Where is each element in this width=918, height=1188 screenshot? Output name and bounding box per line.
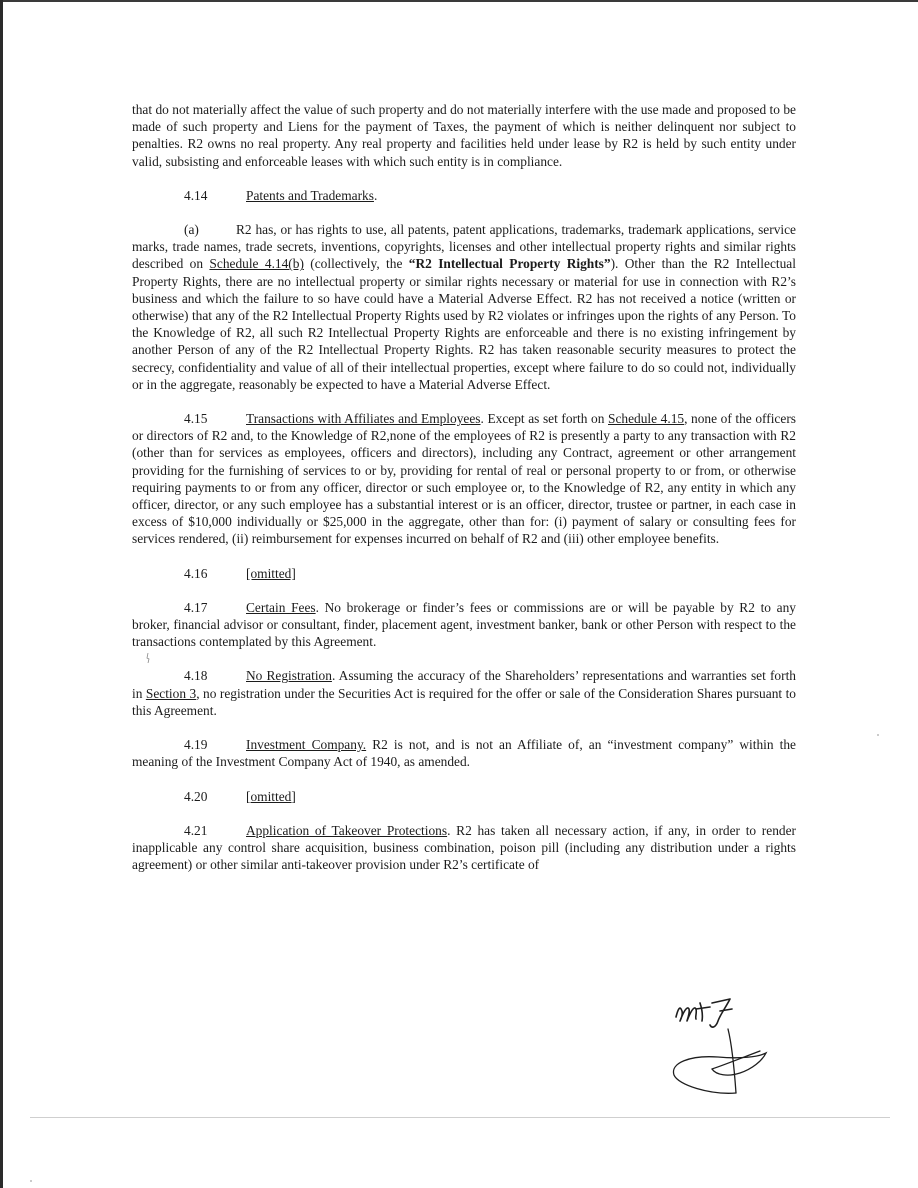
section-4-17-paragraph (132, 599, 796, 651)
stray-pen-mark (145, 653, 151, 663)
section-title: Investment Company. (246, 737, 367, 753)
scan-speck (30, 1180, 32, 1182)
scan-edge-top (0, 0, 918, 2)
section-4-15-paragraph (132, 410, 796, 548)
handwritten-initials (676, 999, 732, 1027)
section-title: Patents and Trademarks (246, 187, 374, 203)
section-number: 4.21 (184, 822, 208, 838)
paragraph-text: . Assuming the accuracy of the Shareholders’ representations and warranties set forth in (132, 668, 796, 701)
handwritten-signature (640, 995, 790, 1105)
section-4-18-paragraph (132, 667, 796, 719)
paragraph-text: , none of the officers or directors of R2 and, to the Knowledge of R2,none of the employees of R2 is presently a party to any transaction with R2 (other than for services as employees, officers and directors), including any Contract, agreement or other arrangement providing for the furnishing of services to or by, providing for rental of real or personal property to or from, or otherwise requiring payments to or from any officer, director or such employee or, to the Knowledge of R2, any entity in which any officer, director, or any such employee has a substantial interest or is an officer, director, trustee or partner, in each case in excess of $10,000 individually or $25,000 in the aggregate, other than for: (i) payment of salary or consulting fees for services rendered, (ii) reimbursement for expenses incurred on behalf of R2 and (iii) other employee benefits. (132, 411, 796, 547)
paragraph-text: (collectively, the (303, 256, 409, 272)
paragraph-text: . Except as set forth on (480, 411, 608, 427)
signature-flourish (673, 1029, 766, 1093)
continuation-paragraph: that do not materially affect the value of such property and do not materially interfere with the use made and proposed to be made of such property and Liens for the payment of Taxes, the payment of which is neither delinquent nor subject to penalties. R2 owns no real property. Any real property and facilities held under lease by R2 is held by such entity under valid, subsisting and enforceable leases with which such entity is in compliance. (132, 102, 796, 169)
subsection-label: (a) (184, 222, 199, 238)
section-4-16-heading (132, 565, 796, 582)
scan-line-bottom (30, 1117, 890, 1118)
defined-term: “R2 Intellectual Property Rights” (408, 256, 611, 272)
scan-edge-left (0, 0, 3, 1188)
section-number: 4.14 (184, 187, 208, 203)
paragraph-text: R2 has, or has rights to use, all patents, patent applications, trademarks, trademark applications, service marks, trade names, trade secrets, inventions, copyrights, licenses and other intellectual property rights and similar rights described on (132, 222, 796, 272)
section-number: 4.15 (184, 411, 208, 427)
section-reference: Section 3 (145, 685, 197, 701)
section-title: Application of Takeover Protections (246, 822, 448, 838)
paragraph-text: R2 is not, and is not an Affiliate of, an “investment company” within the meaning of the Investment Company Act of 1940, as amended. (132, 737, 796, 770)
scan-speck (877, 734, 879, 736)
section-number: 4.19 (184, 737, 208, 753)
paragraph-text: . No brokerage or finder’s fees or commissions are or will be payable by R2 to any broker, financial advisor or consultant, finder, placement agent, investment banker, bank or other Person with respect to the transactions contemplated by this Agreement. (132, 599, 796, 650)
section-4-14-heading (132, 187, 796, 204)
section-title: [omitted] (246, 565, 296, 581)
paragraph-text: ). Other than the R2 Intellectual Property Rights, there are no intellectual property or similar rights necessary or material for use in connection with R2’s business and which the failure to so have could have a Material Adverse Effect. R2 has not received a notice (written or otherwise) that any of the R2 Intellectual Property Rights used by R2 violates or infringes upon the rights of any Person. To the Knowledge of R2, all such R2 Intellectual Property Rights are enforceable and there is no existing infringement by another Person of any of the R2 Intellectual Property Rights. R2 has taken reasonable security measures to protect the secrecy, confidentiality and value of all of their intellectual properties, except where failure to do so could not, individually or in the aggregate, reasonably be expected to have a Material Adverse Effect. (132, 256, 796, 392)
section-4-20-heading (132, 788, 796, 805)
section-number: 4.16 (184, 565, 208, 581)
section-4-19-paragraph (132, 736, 796, 770)
section-number: 4.17 (184, 599, 208, 615)
section-title: [omitted] (246, 788, 296, 804)
document-page (132, 101, 796, 890)
section-title: Certain Fees (246, 599, 316, 615)
section-title: No Registration (246, 668, 332, 684)
section-4-14-a-paragraph (132, 221, 796, 393)
schedule-reference: Schedule 4.14(b) (209, 256, 304, 272)
heading-period: . (373, 187, 378, 203)
section-number: 4.20 (184, 788, 208, 804)
paragraph-text: , no registration under the Securities Act is required for the offer or sale of the Consideration Shares pursuant to this Agreement. (132, 685, 796, 718)
paragraph-text: . R2 has taken all necessary action, if any, in order to render inapplicable any control share acquisition, business combination, poison pill (including any distribution under a rights agreement) or other similar anti-takeover provision under R2’s certificate of (132, 822, 797, 873)
schedule-reference: Schedule 4.15 (608, 411, 685, 427)
section-4-21-paragraph (132, 822, 796, 874)
section-number: 4.18 (184, 668, 208, 684)
section-title: Transactions with Affiliates and Employees (246, 411, 481, 427)
